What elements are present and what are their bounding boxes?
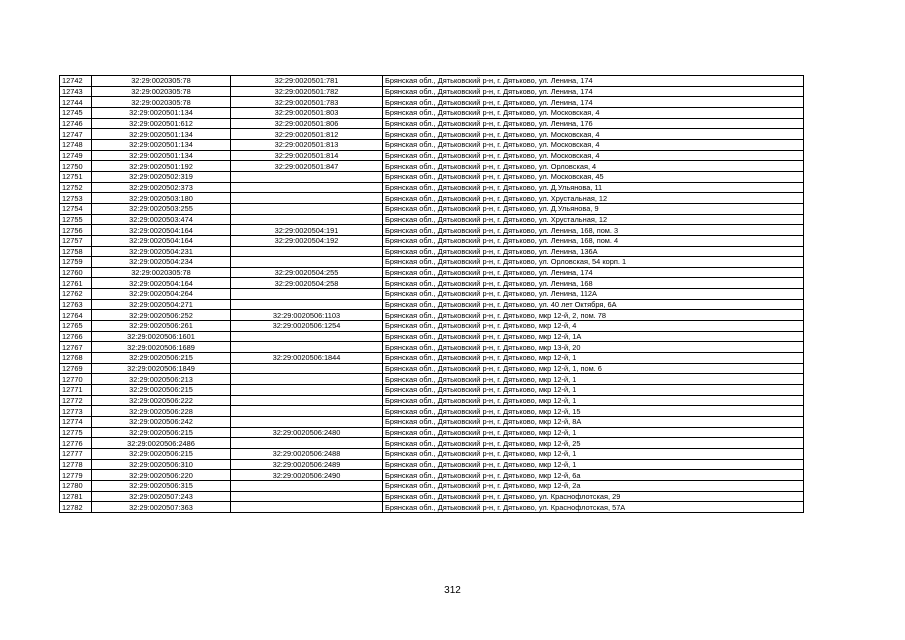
cadastral-number-cell: 32:29:0020506:1849: [92, 363, 231, 374]
cadastral-number-cell: 32:29:0020504:264: [92, 289, 231, 300]
linked-cadastral-number-cell: 32:29:0020504:255: [231, 267, 383, 278]
cadastral-number-cell: 32:29:0020506:228: [92, 406, 231, 417]
address-cell: Брянская обл., Дятьковский р-н, г. Дятьково, ул. Ленина, 168, пом. 3: [383, 225, 804, 236]
address-cell: Брянская обл., Дятьковский р-н, г. Дятьково, ул. Ленина, 174: [383, 86, 804, 97]
table-row: [60, 374, 804, 385]
address-cell: Брянская обл., Дятьковский р-н, г. Дятьково, ул. Краснофлотская, 57А: [383, 502, 804, 513]
cadastral-table: [59, 75, 804, 513]
linked-cadastral-number-cell: 32:29:0020501:812: [231, 129, 383, 140]
linked-cadastral-number-cell: [231, 246, 383, 257]
table-row: [60, 193, 804, 204]
address-cell: Брянская обл., Дятьковский р-н, г. Дятьково, ул. Ленина, 168: [383, 278, 804, 289]
address-cell: Брянская обл., Дятьковский р-н, г. Дятьково, ул. Московская, 45: [383, 171, 804, 182]
row-number-cell: 12780: [60, 480, 92, 491]
table-row: [60, 363, 804, 374]
row-number-cell: 12772: [60, 395, 92, 406]
linked-cadastral-number-cell: 32:29:0020504:258: [231, 278, 383, 289]
row-number-cell: 12750: [60, 161, 92, 172]
row-number-cell: 12762: [60, 289, 92, 300]
linked-cadastral-number-cell: [231, 171, 383, 182]
table-row: [60, 331, 804, 342]
cadastral-number-cell: 32:29:0020506:1689: [92, 342, 231, 353]
table-row: [60, 150, 804, 161]
row-number-cell: 12759: [60, 257, 92, 268]
linked-cadastral-number-cell: 32:29:0020506:2490: [231, 470, 383, 481]
table-row: [60, 342, 804, 353]
address-cell: Брянская обл., Дятьковский р-н, г. Дятьково, мкр 12-й, 8А: [383, 417, 804, 428]
linked-cadastral-number-cell: [231, 203, 383, 214]
address-cell: Брянская обл., Дятьковский р-н, г. Дятьково, ул. Ленина, 174: [383, 76, 804, 87]
cadastral-number-cell: 32:29:0020502:319: [92, 171, 231, 182]
table-row: [60, 353, 804, 364]
address-cell: Брянская обл., Дятьковский р-н, г. Дятьково, ул. Московская, 4: [383, 150, 804, 161]
linked-cadastral-number-cell: 32:29:0020506:1844: [231, 353, 383, 364]
cadastral-number-cell: 32:29:0020506:222: [92, 395, 231, 406]
table-row: [60, 76, 804, 87]
cadastral-number-cell: 32:29:0020504:271: [92, 299, 231, 310]
address-cell: Брянская обл., Дятьковский р-н, г. Дятьково, мкр 13-й, 20: [383, 342, 804, 353]
table-row: [60, 225, 804, 236]
cadastral-number-cell: 32:29:0020501:134: [92, 129, 231, 140]
linked-cadastral-number-cell: 32:29:0020501:847: [231, 161, 383, 172]
table-row: [60, 438, 804, 449]
table-row: [60, 129, 804, 140]
cadastral-number-cell: 32:29:0020504:164: [92, 235, 231, 246]
cadastral-number-cell: 32:29:0020504:164: [92, 225, 231, 236]
table-row: [60, 267, 804, 278]
address-cell: Брянская обл., Дятьковский р-н, г. Дятьково, ул. Московская, 4: [383, 107, 804, 118]
linked-cadastral-number-cell: [231, 342, 383, 353]
row-number-cell: 12771: [60, 385, 92, 396]
address-cell: Брянская обл., Дятьковский р-н, г. Дятьково, мкр 12-й, 6а: [383, 470, 804, 481]
row-number-cell: 12769: [60, 363, 92, 374]
row-number-cell: 12754: [60, 203, 92, 214]
linked-cadastral-number-cell: [231, 395, 383, 406]
address-cell: Брянская обл., Дятьковский р-н, г. Дятьково, ул. Д.Ульянова, 9: [383, 203, 804, 214]
table-row: [60, 385, 804, 396]
linked-cadastral-number-cell: [231, 502, 383, 513]
table-row: [60, 502, 804, 513]
cadastral-number-cell: 32:29:0020506:215: [92, 385, 231, 396]
row-number-cell: 12749: [60, 150, 92, 161]
linked-cadastral-number-cell: [231, 257, 383, 268]
address-cell: Брянская обл., Дятьковский р-н, г. Дятьково, мкр 12-й, 2а: [383, 480, 804, 491]
cadastral-number-cell: 32:29:0020506:215: [92, 427, 231, 438]
linked-cadastral-number-cell: [231, 491, 383, 502]
row-number-cell: 12743: [60, 86, 92, 97]
linked-cadastral-number-cell: [231, 406, 383, 417]
linked-cadastral-number-cell: [231, 417, 383, 428]
table-row: [60, 203, 804, 214]
address-cell: Брянская обл., Дятьковский р-н, г. Дятьково, ул. Ленина, 176: [383, 118, 804, 129]
cadastral-number-cell: 32:29:0020503:255: [92, 203, 231, 214]
row-number-cell: 12778: [60, 459, 92, 470]
row-number-cell: 12779: [60, 470, 92, 481]
address-cell: Брянская обл., Дятьковский р-н, г. Дятьково, мкр 12-й, 1: [383, 353, 804, 364]
linked-cadastral-number-cell: 32:29:0020506:2488: [231, 448, 383, 459]
table-row: [60, 107, 804, 118]
linked-cadastral-number-cell: 32:29:0020501:813: [231, 139, 383, 150]
row-number-cell: 12767: [60, 342, 92, 353]
cadastral-number-cell: 32:29:0020506:242: [92, 417, 231, 428]
linked-cadastral-number-cell: 32:29:0020501:781: [231, 76, 383, 87]
cadastral-number-cell: 32:29:0020506:215: [92, 353, 231, 364]
address-cell: Брянская обл., Дятьковский р-н, г. Дятьково, ул. Ленина, 174: [383, 97, 804, 108]
linked-cadastral-number-cell: [231, 214, 383, 225]
linked-cadastral-number-cell: [231, 385, 383, 396]
table-row: [60, 182, 804, 193]
cadastral-number-cell: 32:29:0020501:134: [92, 150, 231, 161]
row-number-cell: 12752: [60, 182, 92, 193]
cadastral-number-cell: 32:29:0020501:612: [92, 118, 231, 129]
cadastral-number-cell: 32:29:0020503:180: [92, 193, 231, 204]
table-row: [60, 459, 804, 470]
table-row: [60, 246, 804, 257]
address-cell: Брянская обл., Дятьковский р-н, г. Дятьково, мкр 12-й, 15: [383, 406, 804, 417]
table-row: [60, 257, 804, 268]
table-row: [60, 278, 804, 289]
address-cell: Брянская обл., Дятьковский р-н, г. Дятьково, ул. Ленина, 168, пом. 4: [383, 235, 804, 246]
address-cell: Брянская обл., Дятьковский р-н, г. Дятьково, ул. Ленина, 136А: [383, 246, 804, 257]
address-cell: Брянская обл., Дятьковский р-н, г. Дятьково, мкр 12-й, 1: [383, 395, 804, 406]
row-number-cell: 12755: [60, 214, 92, 225]
table-row: [60, 97, 804, 108]
cadastral-number-cell: 32:29:0020506:310: [92, 459, 231, 470]
address-cell: Брянская обл., Дятьковский р-н, г. Дятьково, ул. Московская, 4: [383, 129, 804, 140]
cadastral-number-cell: 32:29:0020506:252: [92, 310, 231, 321]
row-number-cell: 12768: [60, 353, 92, 364]
row-number-cell: 12774: [60, 417, 92, 428]
address-cell: Брянская обл., Дятьковский р-н, г. Дятьково, мкр 12-й, 1, пом. 6: [383, 363, 804, 374]
table-row: [60, 139, 804, 150]
row-number-cell: 12765: [60, 321, 92, 332]
table-row: [60, 171, 804, 182]
address-cell: Брянская обл., Дятьковский р-н, г. Дятьково, мкр 12-й, 1: [383, 374, 804, 385]
linked-cadastral-number-cell: [231, 289, 383, 300]
row-number-cell: 12757: [60, 235, 92, 246]
address-cell: Брянская обл., Дятьковский р-н, г. Дятьково, мкр 12-й, 4: [383, 321, 804, 332]
linked-cadastral-number-cell: 32:29:0020501:814: [231, 150, 383, 161]
cadastral-number-cell: 32:29:0020501:134: [92, 139, 231, 150]
table-row: [60, 427, 804, 438]
address-cell: Брянская обл., Дятьковский р-н, г. Дятьково, ул. Краснофлотская, 29: [383, 491, 804, 502]
cadastral-number-cell: 32:29:0020506:220: [92, 470, 231, 481]
linked-cadastral-number-cell: 32:29:0020506:2489: [231, 459, 383, 470]
table-row: [60, 448, 804, 459]
linked-cadastral-number-cell: 32:29:0020506:1254: [231, 321, 383, 332]
table-row: [60, 480, 804, 491]
linked-cadastral-number-cell: 32:29:0020504:191: [231, 225, 383, 236]
cadastral-number-cell: 32:29:0020305:78: [92, 97, 231, 108]
row-number-cell: 12751: [60, 171, 92, 182]
table-row: [60, 310, 804, 321]
address-cell: Брянская обл., Дятьковский р-н, г. Дятьково, ул. Ленина, 112А: [383, 289, 804, 300]
linked-cadastral-number-cell: 32:29:0020501:783: [231, 97, 383, 108]
cadastral-number-cell: 32:29:0020503:474: [92, 214, 231, 225]
table-row: [60, 289, 804, 300]
row-number-cell: 12764: [60, 310, 92, 321]
address-cell: Брянская обл., Дятьковский р-н, г. Дятьково, мкр 12-й, 2, пом. 78: [383, 310, 804, 321]
row-number-cell: 12748: [60, 139, 92, 150]
address-cell: Брянская обл., Дятьковский р-н, г. Дятьково, ул. Ленина, 174: [383, 267, 804, 278]
row-number-cell: 12770: [60, 374, 92, 385]
cadastral-number-cell: 32:29:0020504:164: [92, 278, 231, 289]
table-row: [60, 406, 804, 417]
cadastral-number-cell: 32:29:0020506:315: [92, 480, 231, 491]
address-cell: Брянская обл., Дятьковский р-н, г. Дятьково, ул. 40 лет Октября, 6А: [383, 299, 804, 310]
table-row: [60, 299, 804, 310]
cadastral-number-cell: 32:29:0020504:234: [92, 257, 231, 268]
cadastral-number-cell: 32:29:0020506:2486: [92, 438, 231, 449]
table-row: [60, 118, 804, 129]
cadastral-number-cell: 32:29:0020501:134: [92, 107, 231, 118]
row-number-cell: 12763: [60, 299, 92, 310]
cadastral-number-cell: 32:29:0020506:213: [92, 374, 231, 385]
table-body: [60, 76, 804, 513]
address-cell: Брянская обл., Дятьковский р-н, г. Дятьково, ул. Д.Ульянова, 11: [383, 182, 804, 193]
row-number-cell: 12776: [60, 438, 92, 449]
address-cell: Брянская обл., Дятьковский р-н, г. Дятьково, мкр 12-й, 1: [383, 459, 804, 470]
linked-cadastral-number-cell: [231, 438, 383, 449]
linked-cadastral-number-cell: [231, 182, 383, 193]
cadastral-number-cell: 32:29:0020507:363: [92, 502, 231, 513]
address-cell: Брянская обл., Дятьковский р-н, г. Дятьково, мкр 12-й, 1: [383, 385, 804, 396]
row-number-cell: 12746: [60, 118, 92, 129]
linked-cadastral-number-cell: 32:29:0020501:806: [231, 118, 383, 129]
row-number-cell: 12758: [60, 246, 92, 257]
cadastral-number-cell: 32:29:0020305:78: [92, 267, 231, 278]
linked-cadastral-number-cell: [231, 331, 383, 342]
row-number-cell: 12782: [60, 502, 92, 513]
row-number-cell: 12744: [60, 97, 92, 108]
table-row: [60, 86, 804, 97]
cadastral-number-cell: 32:29:0020506:215: [92, 448, 231, 459]
table-row: [60, 395, 804, 406]
cadastral-number-cell: 32:29:0020506:1601: [92, 331, 231, 342]
linked-cadastral-number-cell: [231, 299, 383, 310]
linked-cadastral-number-cell: [231, 374, 383, 385]
address-cell: Брянская обл., Дятьковский р-н, г. Дятьково, ул. Московская, 4: [383, 139, 804, 150]
row-number-cell: 12745: [60, 107, 92, 118]
address-cell: Брянская обл., Дятьковский р-н, г. Дятьково, ул. Орловская, 54 корп. 1: [383, 257, 804, 268]
cadastral-number-cell: 32:29:0020305:78: [92, 76, 231, 87]
table-row: [60, 214, 804, 225]
linked-cadastral-number-cell: 32:29:0020506:2480: [231, 427, 383, 438]
row-number-cell: 12747: [60, 129, 92, 140]
linked-cadastral-number-cell: [231, 480, 383, 491]
row-number-cell: 12756: [60, 225, 92, 236]
row-number-cell: 12773: [60, 406, 92, 417]
linked-cadastral-number-cell: [231, 363, 383, 374]
cadastral-number-cell: 32:29:0020501:192: [92, 161, 231, 172]
address-cell: Брянская обл., Дятьковский р-н, г. Дятьково, ул. Хрустальная, 12: [383, 193, 804, 204]
linked-cadastral-number-cell: 32:29:0020501:803: [231, 107, 383, 118]
cadastral-number-cell: 32:29:0020507:243: [92, 491, 231, 502]
table-row: [60, 470, 804, 481]
address-cell: Брянская обл., Дятьковский р-н, г. Дятьково, мкр 12-й, 1А: [383, 331, 804, 342]
linked-cadastral-number-cell: [231, 193, 383, 204]
table-row: [60, 321, 804, 332]
table-row: [60, 417, 804, 428]
linked-cadastral-number-cell: 32:29:0020504:192: [231, 235, 383, 246]
page-number: 312: [444, 585, 461, 596]
address-cell: Брянская обл., Дятьковский р-н, г. Дятьково, ул. Хрустальная, 12: [383, 214, 804, 225]
row-number-cell: 12761: [60, 278, 92, 289]
table-row: [60, 491, 804, 502]
table-row: [60, 235, 804, 246]
linked-cadastral-number-cell: 32:29:0020501:782: [231, 86, 383, 97]
cadastral-number-cell: 32:29:0020506:261: [92, 321, 231, 332]
cadastral-number-cell: 32:29:0020504:231: [92, 246, 231, 257]
address-cell: Брянская обл., Дятьковский р-н, г. Дятьково, мкр 12-й, 1: [383, 427, 804, 438]
row-number-cell: 12766: [60, 331, 92, 342]
row-number-cell: 12781: [60, 491, 92, 502]
cadastral-number-cell: 32:29:0020502:373: [92, 182, 231, 193]
address-cell: Брянская обл., Дятьковский р-н, г. Дятьково, ул. Орловская, 4: [383, 161, 804, 172]
row-number-cell: 12753: [60, 193, 92, 204]
row-number-cell: 12742: [60, 76, 92, 87]
table-row: [60, 161, 804, 172]
row-number-cell: 12760: [60, 267, 92, 278]
address-cell: Брянская обл., Дятьковский р-н, г. Дятьково, мкр 12-й, 25: [383, 438, 804, 449]
linked-cadastral-number-cell: 32:29:0020506:1103: [231, 310, 383, 321]
cadastral-number-cell: 32:29:0020305:78: [92, 86, 231, 97]
address-cell: Брянская обл., Дятьковский р-н, г. Дятьково, мкр 12-й, 1: [383, 448, 804, 459]
row-number-cell: 12775: [60, 427, 92, 438]
row-number-cell: 12777: [60, 448, 92, 459]
